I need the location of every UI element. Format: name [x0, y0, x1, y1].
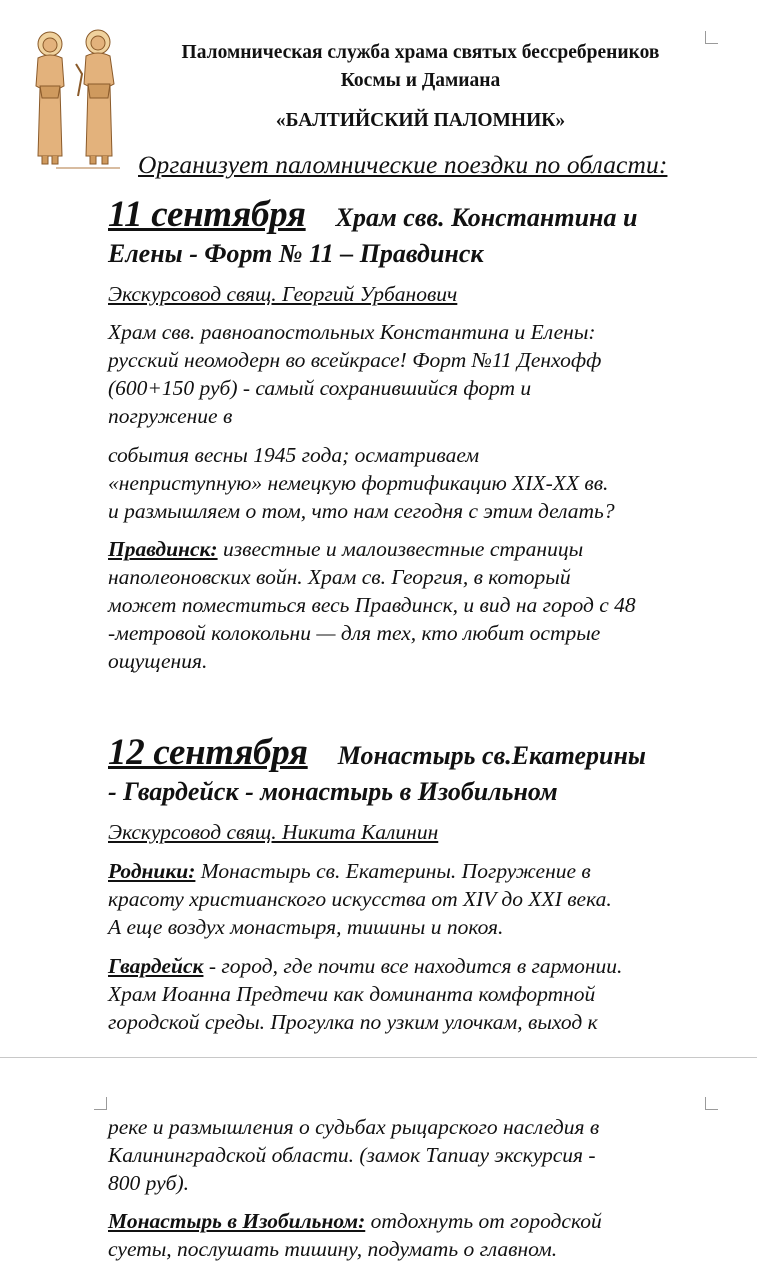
trip1-pravdinsk-lead: Правдинск:	[108, 537, 218, 561]
page-break-line	[0, 1057, 757, 1058]
trip1-paragraph1: Храм свв. равноапостольных Константина и Елены: русский неомодерн во всейкрасе! Форт №11 Денхофф (600+150 руб) - самый сохранившийся форт и погружение в	[108, 320, 602, 428]
trip2-title-part2: - Гвардейск - монастырь в Изобильном	[108, 777, 558, 806]
trip1-paragraph3: Правдинск: известные и малоизвестные страницы наполеоновских войн. Храм св. Георгия, в который может поместиться весь Правдинск, и вид на город с 48 -метровой колокольни — для тех, кто любит острые ощущения.	[108, 537, 636, 673]
trip1-paragraph2: события весны 1945 года; осматриваем «неприступную» немецкую фортификацию XIX-XX вв. и размышляем о том, что нам сегодня с этим делать?	[108, 443, 615, 523]
trip2-paragraph2: Гвардейск - город, где почти все находится в гармонии. Храм Иоанна Предтечи как доминанта комфортной городской среды. Прогулка по узким улочкам, выход к	[108, 954, 623, 1034]
trip2-title	[108, 731, 646, 774]
trip2-paragraph3: Монастырь в Изобильном: отдохнуть от городской суеты, послушать тишину, подумать о главном.	[108, 1209, 602, 1261]
crop-mark-bottom-left	[94, 1097, 107, 1110]
trip2-izobilnoe-lead: Монастырь в Изобильном:	[108, 1209, 366, 1233]
trip1-title-part1: Храм свв. Константина и	[335, 203, 638, 232]
header-organization-line2: Космы и Дамиана	[340, 70, 501, 91]
header-title: «БАЛТИЙСКИЙ ПАЛОМНИК»	[275, 110, 566, 131]
trip2-paragraph2-continued: реке и размышления о судьбах рыцарского наследия в Калининградской области. (замок Тапиау экскурсия - 800 руб).	[108, 1115, 600, 1195]
trip2-gvardeysk-lead: Гвардейск	[108, 954, 204, 978]
organizes-heading: Организует паломнические поездки по области:	[138, 150, 668, 179]
trip2-date: 12 сентября	[108, 732, 308, 773]
crop-mark-bottom-right	[705, 1097, 718, 1110]
trip2-title-part1: Монастырь св.Екатерины	[337, 741, 646, 770]
trip1-guide: Экскурсовод свящ. Георгий Урбанович	[108, 282, 458, 306]
trip1-title-part2: Елены - Форт № 11 – Правдинск	[108, 239, 484, 268]
trip1-date: 11 сентября	[108, 194, 306, 235]
trip2-rodniki-lead: Родники:	[108, 859, 196, 883]
header-organization-line1: Паломническая служба храма святых бессребреников	[181, 42, 660, 63]
trip2-paragraph1: Родники: Монастырь св. Екатерины. Погружение в красоту христианского искусства от XIV до XXI века. А еще воздух монастыря, тишины и покоя.	[108, 859, 612, 939]
trip1-title	[108, 193, 637, 236]
trip2-guide: Экскурсовод свящ. Никита Калинин	[108, 820, 439, 844]
